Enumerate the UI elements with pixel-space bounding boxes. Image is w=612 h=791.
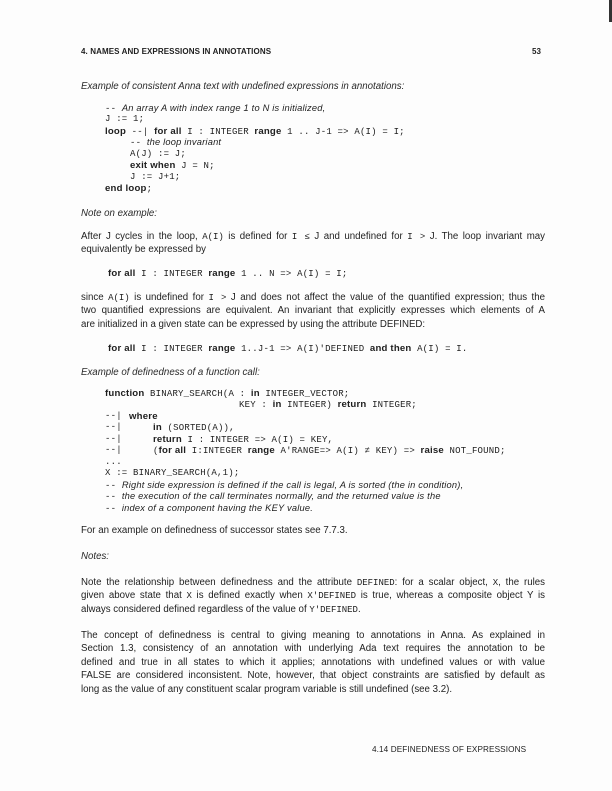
text-segment: is true, whereas a composite object Y is (356, 590, 546, 601)
text-segment: -- (105, 503, 122, 514)
running-header-title: 4. NAMES AND EXPRESSIONS IN ANNOTATIONS (81, 47, 272, 56)
text-segment: Note on example: (81, 207, 157, 219)
keyword: for all (158, 445, 187, 456)
annotation-marker: --| (105, 445, 122, 455)
code-comment: Right side expression is defined if the call is legal, A is sorted (the in condition), (121, 479, 464, 490)
text-segment: BINARY_SEARCH(A : (144, 388, 251, 399)
text-segment: . (357, 603, 361, 615)
code-line (108, 267, 348, 280)
inline-code: I > (407, 231, 426, 242)
text-segment: -- (105, 103, 122, 114)
code-line (105, 502, 313, 515)
text-segment: A(J) := J; (130, 148, 187, 159)
text-segment: J := J+1; (130, 171, 181, 182)
keyword: in (272, 399, 282, 410)
code-comment: index of a component having the KEY value. (121, 502, 314, 513)
text-segment: is defined for (223, 230, 292, 242)
text-line (81, 683, 452, 696)
text-segment: INTEGER_VECTOR; (259, 388, 350, 399)
keyword: range (247, 445, 275, 456)
text-segment: J and does not affect the value of the quantified expression; thus the (226, 291, 545, 303)
text-segment: are initialized in a given state can be expressed by using the attribute DEFINED: (81, 318, 426, 330)
keyword: range (208, 267, 236, 279)
code-comment: An array A with index range 1 to N is initialized, (121, 102, 326, 113)
text-segment: always considered defined regardless of the value of (81, 603, 310, 615)
text-segment: J. The loop invariant may (425, 230, 546, 242)
text-line (81, 366, 260, 379)
text-segment: J := 1; (105, 114, 145, 124)
text-segment: -- (130, 138, 147, 148)
text-segment: --| (126, 126, 155, 137)
text-segment: J and undefined for (309, 230, 408, 242)
text-segment: Section 1.3, consistency of an annotation with underlying Ada text requires the annotation to be (81, 643, 545, 654)
text-line (81, 524, 348, 537)
keyword: raise (420, 445, 444, 456)
text-segment: Example of consistent Anna text with undefined expressions in annotations: (81, 80, 405, 92)
text-line (81, 550, 109, 563)
text-line (81, 304, 545, 317)
text-segment: A(I) = I. (411, 343, 468, 354)
text-segment: I:INTEGER (186, 446, 248, 456)
text-segment: I : INTEGER (135, 343, 209, 354)
text-segment: ; (146, 184, 153, 194)
text-segment: long as the value of any constituent scalar program variable is still undefined (see 3.2). (81, 683, 453, 695)
keyword: in (250, 387, 260, 399)
text-line (81, 576, 545, 589)
code-comment: the execution of the call terminates normally, and the returned value is the (121, 491, 441, 501)
text-segment: A'RANGE=> A(I) ≠ KEY) => (274, 446, 421, 456)
text-segment: After J cycles in the loop, (81, 230, 203, 242)
text-line (81, 291, 545, 304)
text-segment: 1..J-1 => A(I)'DEFINED (235, 343, 370, 354)
keyword: for all (108, 267, 136, 279)
inline-code: X (186, 591, 192, 601)
text-segment: (SORTED(A)), (161, 423, 235, 433)
text-segment: J = N; (175, 161, 215, 171)
text-segment: -- (105, 492, 122, 502)
text-line (81, 230, 545, 243)
keyword: return (337, 399, 367, 410)
keyword: end loop (105, 183, 147, 194)
inline-code: DEFINED (356, 577, 395, 588)
text-segment: is defined exactly when (191, 590, 308, 601)
text-line (81, 642, 545, 655)
text-line (81, 243, 206, 256)
page-number: 53 (532, 47, 542, 56)
keyword: return (153, 433, 182, 445)
text-line (81, 80, 404, 93)
text-line (81, 656, 545, 669)
code-line (108, 342, 468, 355)
text-segment: Note the relationship between definedness and the attribute (81, 576, 357, 588)
text-segment: The concept of definedness is central to giving meaning to annotations in Anna. As explained in (81, 629, 545, 641)
text-segment: two quantified expressions are equivalent. An invariant that explicitly expresses which elements of A (81, 305, 545, 316)
keyword: for all (108, 342, 136, 354)
annotation-marker: --| (105, 410, 122, 421)
text-segment: Example of definedness of a function call: (81, 366, 260, 378)
text-segment: 1 .. J-1 => A(I) = I; (281, 126, 405, 137)
text-segment: -- (105, 480, 122, 491)
keyword: range (208, 342, 236, 354)
text-segment: , the rules (498, 576, 545, 588)
text-segment: ... (105, 456, 122, 467)
code-line (153, 444, 506, 457)
keyword: in (153, 422, 162, 433)
text-segment: ( (153, 446, 159, 456)
text-segment: For an example on definedness of successor states see 7.7.3. (81, 524, 348, 536)
text-segment: given above state that (81, 590, 187, 601)
inline-code: I > (208, 292, 227, 303)
code-line (105, 182, 152, 195)
keyword: exit when (130, 160, 176, 171)
annotation-marker: --| (105, 422, 122, 432)
annotation-marker: --| (105, 433, 122, 444)
text-line (81, 669, 545, 682)
keyword: and then (369, 342, 412, 354)
inline-code: Y'DEFINED (309, 604, 358, 615)
inline-code: X (492, 577, 499, 588)
inline-code: A(I) (202, 231, 224, 242)
running-footer-section: 4.14 DEFINEDNESS OF EXPRESSIONS (372, 745, 527, 754)
keyword: where (129, 410, 158, 422)
text-segment: NOT_FOUND; (443, 446, 506, 456)
text-segment: I : INTEGER => A(I) = KEY, (181, 434, 334, 445)
inline-code: X'DEFINED (307, 591, 357, 601)
text-segment: is undefined for (129, 291, 209, 303)
keyword: for all (154, 125, 182, 137)
text-line (81, 603, 361, 616)
keyword: range (254, 125, 282, 137)
keyword: function (105, 387, 145, 399)
text-segment: I : INTEGER (181, 126, 255, 137)
inline-code: I ≤ (291, 231, 310, 242)
text-segment: equivalently be expressed by (81, 244, 206, 255)
text-segment: INTEGER) (281, 400, 338, 410)
text-line (81, 318, 425, 331)
text-segment: : for a scalar object, (394, 576, 493, 588)
keyword: loop (105, 125, 127, 137)
text-segment: X := BINARY_SEARCH(A,1); (105, 468, 240, 478)
code-line (239, 398, 417, 411)
inline-code: A(I) (108, 292, 130, 303)
text-segment: KEY : (239, 400, 273, 410)
text-segment: 1 .. N => A(I) = I; (235, 268, 348, 279)
text-segment: INTEGER; (366, 400, 417, 410)
text-segment: since (81, 291, 109, 303)
code-comment: the loop invariant (146, 137, 222, 147)
text-line (81, 207, 157, 220)
text-line (81, 589, 545, 602)
text-segment: Notes: (81, 550, 109, 562)
text-segment: defined and true in all states to which it applies; annotations with undefined values or with value (81, 656, 545, 668)
text-segment: I : INTEGER (135, 268, 209, 279)
text-line (81, 629, 545, 642)
text-segment: FALSE are considered inconsistent. Note, however, that object constraints are satisfied by default as (81, 670, 545, 681)
